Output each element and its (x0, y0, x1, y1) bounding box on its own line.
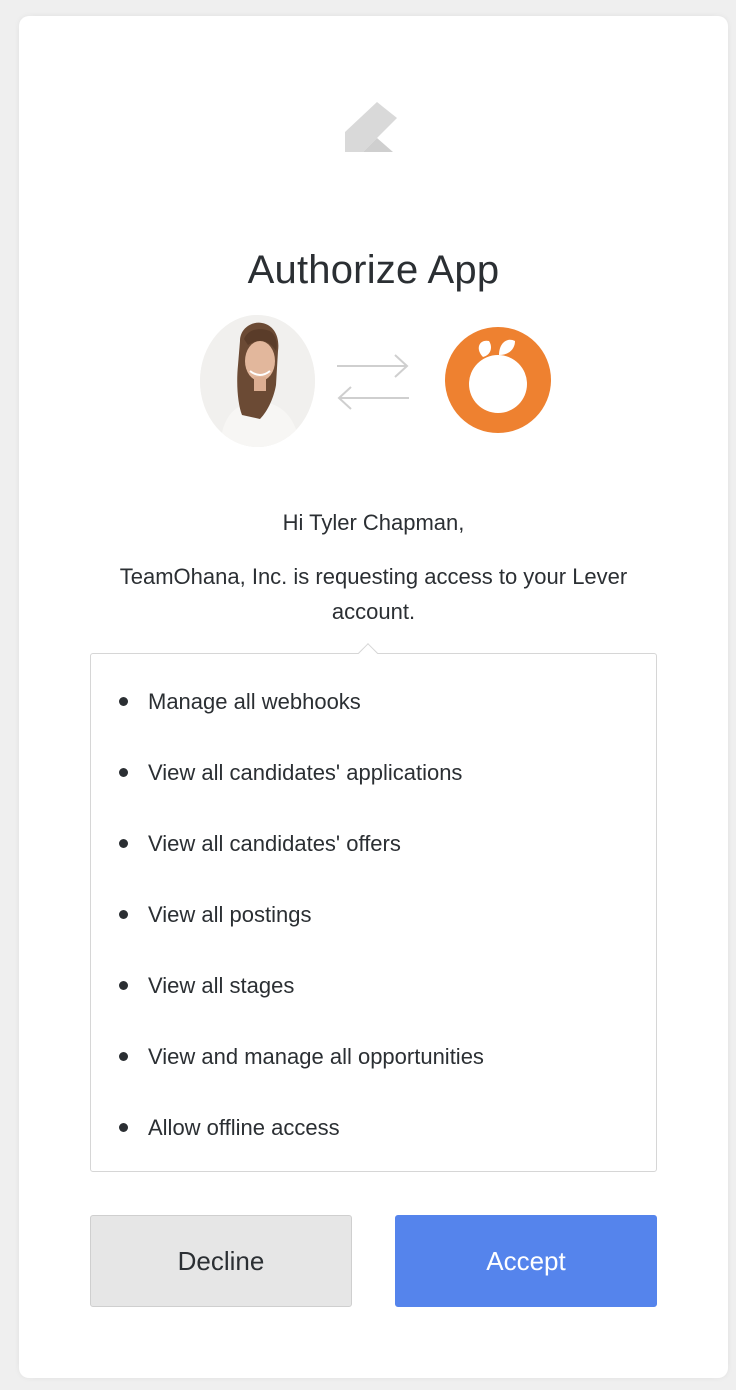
permission-label: Allow offline access (148, 1114, 340, 1140)
permission-item (91, 808, 656, 879)
permission-label: View all candidates' offers (148, 830, 401, 856)
request-message: TeamOhana, Inc. is requesting access to your Lever account. (119, 564, 628, 624)
page-title: Authorize App (247, 248, 500, 292)
decline-button[interactable]: Decline (90, 1215, 352, 1307)
permission-label: View all postings (148, 901, 312, 927)
bullet-icon (119, 768, 128, 777)
permission-label: View all stages (148, 972, 295, 998)
permission-item (91, 1092, 656, 1163)
bullet-icon (119, 839, 128, 848)
bullet-icon (119, 910, 128, 919)
bullet-icon (119, 697, 128, 706)
permission-label: View all candidates' applications (148, 759, 463, 785)
permissions-panel (90, 653, 657, 1172)
swap-arrows-icon (335, 352, 411, 412)
permission-item (91, 879, 656, 950)
lever-logo-icon (343, 102, 405, 164)
permission-label: View and manage all opportunities (148, 1043, 484, 1069)
bullet-icon (119, 1123, 128, 1132)
bullet-icon (119, 1052, 128, 1061)
user-avatar (200, 315, 315, 447)
permission-item (91, 950, 656, 1021)
teamohana-logo-icon (445, 327, 551, 433)
accept-button[interactable]: Accept (395, 1215, 657, 1307)
bullet-icon (119, 981, 128, 990)
permission-item (91, 1021, 656, 1092)
permissions-list (91, 666, 656, 1163)
greeting-text: Hi Tyler Chapman, (282, 510, 465, 535)
permission-item (91, 666, 656, 737)
permission-label: Manage all webhooks (148, 688, 361, 714)
panel-pointer (358, 643, 378, 663)
permission-item (91, 737, 656, 808)
authorize-card (19, 16, 728, 1378)
